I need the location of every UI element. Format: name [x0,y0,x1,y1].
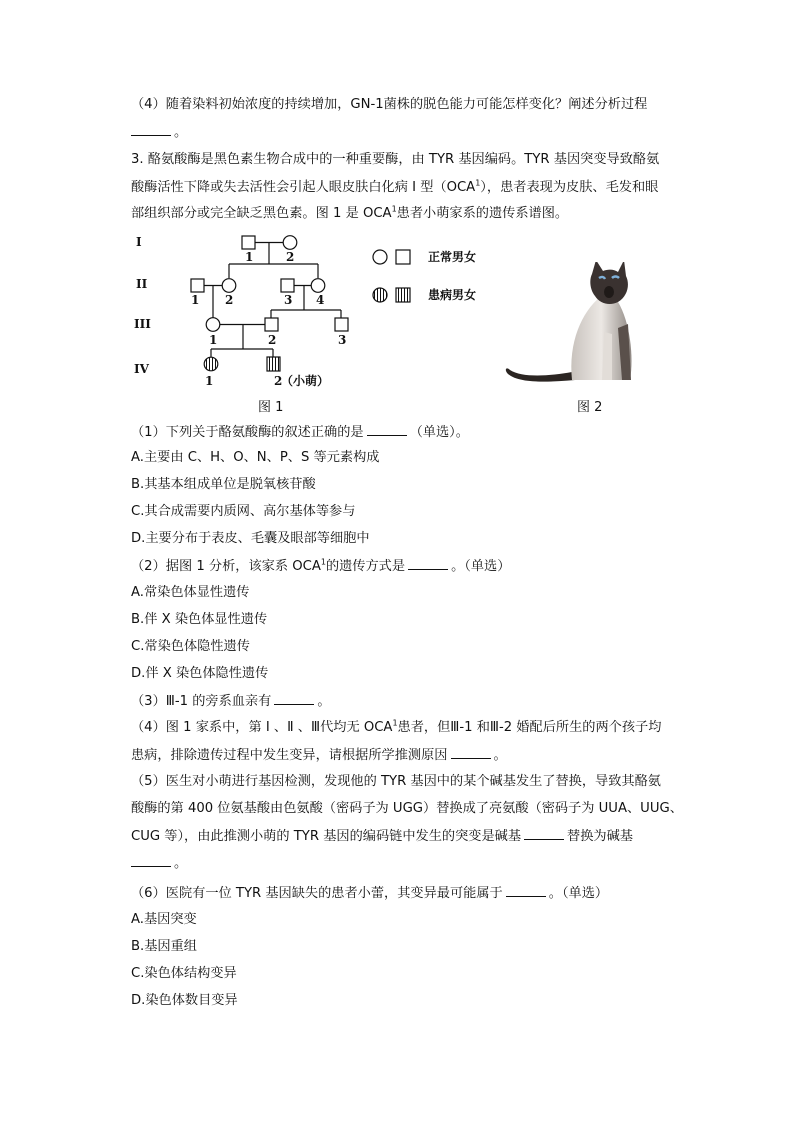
q3-line2: 酸酶活性下降或失去活性会引起人眼皮肤白化病 I 型（OCA$^1$），患者表现为皮肤、毛发和眼 [131,178,659,195]
num-III-2: 2 [268,333,277,347]
num-II-1: 1 [191,293,200,307]
sub4-line2: 患病，排除遗传过程中发生变异，请根据所学推测原因 。 [131,748,507,763]
gen-label-II: II [136,277,148,291]
sub2-option-a: A.常染色体显性遗传 [131,585,250,600]
sub6-option-b: B.基因重组 [131,939,197,954]
answer-blank[interactable] [524,827,564,840]
legend-affected-female [373,288,387,302]
legend-normal-female [373,250,387,264]
sub1-stem: （1）下列关于酪氨酸酶的叙述正确的是 （单选）。 [131,425,469,440]
pedigree-II-1 [191,279,204,292]
sub6-option-c: C.染色体结构变异 [131,966,237,981]
pedigree-IV-1 [204,357,218,371]
num-IV-2: 2 [274,374,283,388]
pedigree-II-2 [222,279,236,293]
pedigree-chart [128,230,508,415]
sub6-option-d: D.染色体数目变异 [131,993,238,1008]
pedigree-II-3 [281,279,294,292]
sub1-option-b: B.其基本组成单位是脱氧核苷酸 [131,477,316,492]
sub1-option-c: C.其合成需要内质网、高尔基体等参与 [131,504,356,519]
legend-normal-male [396,250,410,264]
sub4-line1: （4）图 1 家系中，第 Ⅰ 、Ⅱ 、Ⅲ代均无 OCA$^1$患者，但Ⅲ-1 和Ⅲ-2 婚配后所生的两个孩子均 [131,718,662,735]
q3-line3: 部组织部分或完全缺乏黑色素。图 1 是 OCA$^1$患者小萌家系的遗传系谱图。 [131,204,569,221]
answer-blank[interactable] [131,123,171,136]
gen-label-III: III [134,317,151,331]
answer-blank[interactable] [131,854,171,867]
sub2-option-c: C.常染色体隐性遗传 [131,639,250,654]
sub1-option-d: D.主要分布于表皮、毛囊及眼部等细胞中 [131,531,370,546]
q3-line1: 3. 酪氨酸酶是黑色素生物合成中的一种重要酶，由 TYR 基因编码。TYR 基因突变导致酪氨 [131,152,660,167]
pedigree-III-2 [265,318,278,331]
pedigree-II-4 [311,279,325,293]
sub5-line3: CUG 等），由此推测小萌的 TYR 基因的编码链中发生的突变是碱基 替换为碱基 [131,829,633,844]
answer-blank[interactable] [408,557,448,570]
legend-normal-label: 正常男女 [428,250,477,264]
pedigree-I-2 [283,236,297,250]
siamese-cat-image [500,262,640,387]
prev-q4-line1: （4）随着染料初始浓度的持续增加，GN-1菌株的脱色能力可能怎样变化？阐述分析过程 [131,97,648,112]
legend-affected-male [396,288,410,302]
pedigree-III-1 [206,318,220,332]
pedigree-IV-2 [267,357,280,371]
xiaomeng-label: （小萌） [281,374,330,388]
sub2-stem: （2）据图 1 分析，该家系 OCA$^1$的遗传方式是 。（单选） [131,557,511,574]
figure1-caption: 图 1 [258,400,284,415]
sub2-option-b: B.伴 X 染色体显性遗传 [131,612,268,627]
answer-blank[interactable] [367,423,407,436]
sub2-option-d: D.伴 X 染色体隐性遗传 [131,666,269,681]
gen-label-IV: IV [134,362,149,376]
num-I-2: 2 [286,250,295,264]
num-III-3: 3 [338,333,347,347]
answer-blank[interactable] [506,884,546,897]
num-II-2: 2 [225,293,234,307]
num-II-3: 3 [284,293,293,307]
num-I-1: 1 [245,250,254,264]
sub5-line4: 。 [131,854,187,873]
legend-affected-label: 患病男女 [428,288,477,302]
sub5-line1: （5）医生对小萌进行基因检测，发现他的 TYR 基因中的某个碱基发生了替换，导致其酪氨 [131,774,661,789]
num-IV-1: 1 [205,374,214,388]
answer-blank[interactable] [274,692,314,705]
sub1-option-a: A.主要由 C、H、O、N、P、S 等元素构成 [131,450,380,465]
prev-q4-line2: 。 [131,123,187,142]
sub3-stem: （3）Ⅲ-1 的旁系血亲有 。 [131,694,331,709]
num-III-1: 1 [209,333,218,347]
figure2-caption: 图 2 [577,400,603,415]
sub6-stem: （6）医院有一位 TYR 基因缺失的患者小蕾，其变异最可能属于 。（单选） [131,886,609,901]
gen-label-I: I [136,235,142,249]
num-II-4: 4 [316,293,325,307]
pedigree-III-3 [335,318,348,331]
pedigree-I-1 [242,236,255,249]
answer-blank[interactable] [451,746,491,759]
sub6-option-a: A.基因突变 [131,912,197,927]
sub5-line2: 酸酶的第 400 位氨基酸由色氨酸（密码子为 UGG）替换成了亮氨酸（密码子为 UUA、UUG、 [131,801,683,816]
